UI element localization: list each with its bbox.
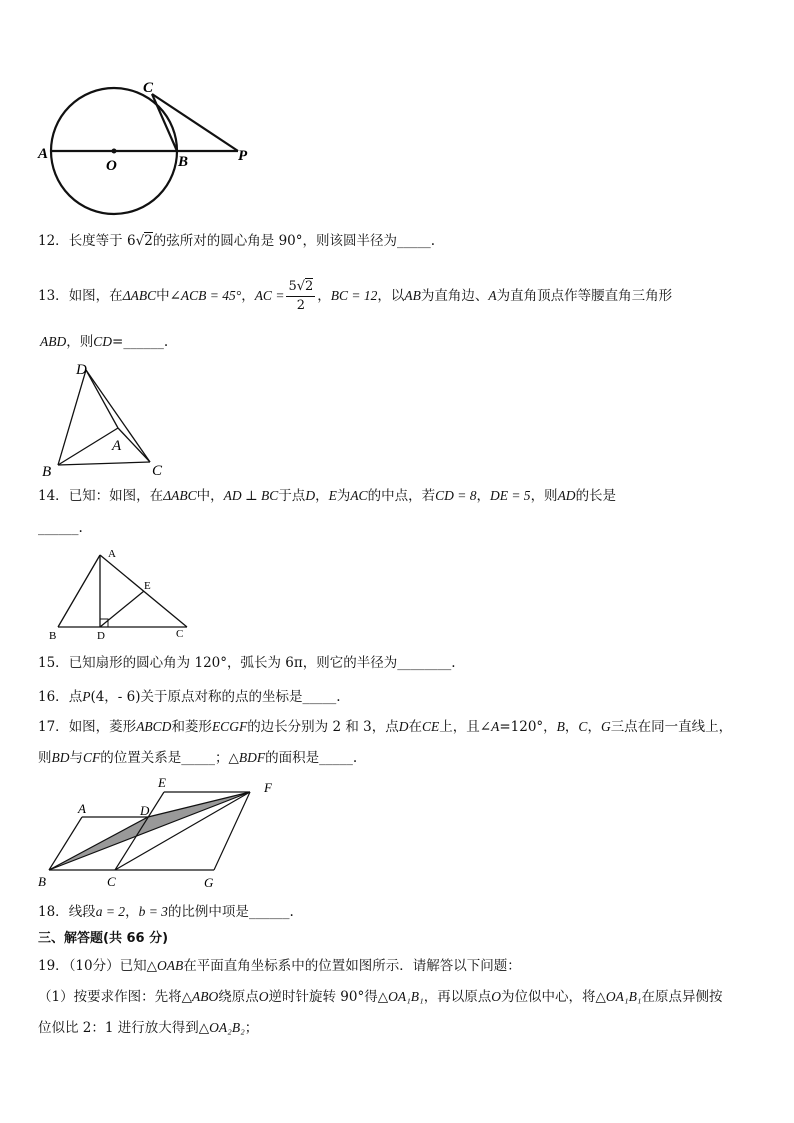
question-19-part1-line1: （1）按要求作图：先将△ABO绕原点O逆时针旋转 90°得△OA₁B₁，再以原点O为位似中心，将△OA₁B₁在原点异侧按 [38,989,723,1005]
label-c: C [143,80,154,96]
label-d: D [76,362,87,378]
seg-de [100,591,144,627]
label-f: F [264,780,272,795]
seg-ac [118,428,150,462]
label-b: B [38,874,46,889]
section-3-title: 三、解答题(共 66 分) [38,931,169,946]
label-c: C [107,874,116,889]
label-p: P [238,148,248,164]
figure-rhombuses [34,774,294,892]
label-d: D [140,803,150,818]
figure-circle-tangent [30,78,270,223]
label-d: D [97,630,105,642]
label-e: E [144,580,151,592]
label-o: O [106,158,117,174]
question-16: 16．点P(4，- 6)关于原点对称的点的坐标是_____. [38,689,341,705]
question-12: 12．长度等于 6√2的弦所对的圆心角是 90°，则该圆半径为_____. [38,233,436,249]
question-17-line2: 则BD与CF的位置关系是_____；△BDF的面积是_____. [38,750,358,766]
question-18: 18．线段a = 2，b = 3的比例中项是______. [38,904,294,920]
label-a: A [112,438,122,454]
question-13-line1: 13．如图，在ΔABC中∠ACB = 45°，AC = $\frac{5√2}{2}$ ，BC = 12，以AB为直角边、A为直角顶点作等腰直角三角形 [38,279,673,313]
label-b: B [49,630,57,642]
seg-ab [58,555,100,627]
question-15: 15．已知扇形的圆心角为 120°，弧长为 6π，则它的半径为________. [38,655,456,671]
label-e: E [158,775,166,790]
label-c: C [176,628,184,640]
center-dot [112,149,117,154]
label-b: B [178,154,189,170]
label-a: A [108,548,116,560]
question-14-line1: 14．已知：如图，在ΔABC中，AD ⊥ BC于点D，E为AC的中点，若CD = 8，DE = 5，则AD的长是 [38,488,617,504]
label-a: A [38,146,49,162]
label-a: A [78,801,86,816]
question-19-intro: 19．（10分）已知△OAB在平面直角坐标系中的位置如图所示．请解答以下问题： [38,958,521,974]
figure-triangle-abc-altitude [44,545,204,645]
question-19-part1-line2: 位似比 2：1 进行放大得到△OA₂B₂； [38,1020,259,1036]
question-13-line2: ABD，则CD=______. [40,334,169,350]
label-b: B [42,464,52,480]
seg-bc [58,462,150,465]
label-g: G [204,875,214,890]
question-17-line1: 17．如图，菱形ABCD和菱形ECGF的边长分别为 2 和 3，点D在CE上，且∠A=120°，B，C，G三点在同一直线上， [38,719,733,735]
label-c: C [152,463,163,479]
figure-triangle-abd [38,360,178,480]
seg-da [86,370,118,428]
fraction-5-root2-over-2: $\frac{5√2}{2}$ [288,279,314,313]
question-14-line2: ______. [38,520,83,536]
